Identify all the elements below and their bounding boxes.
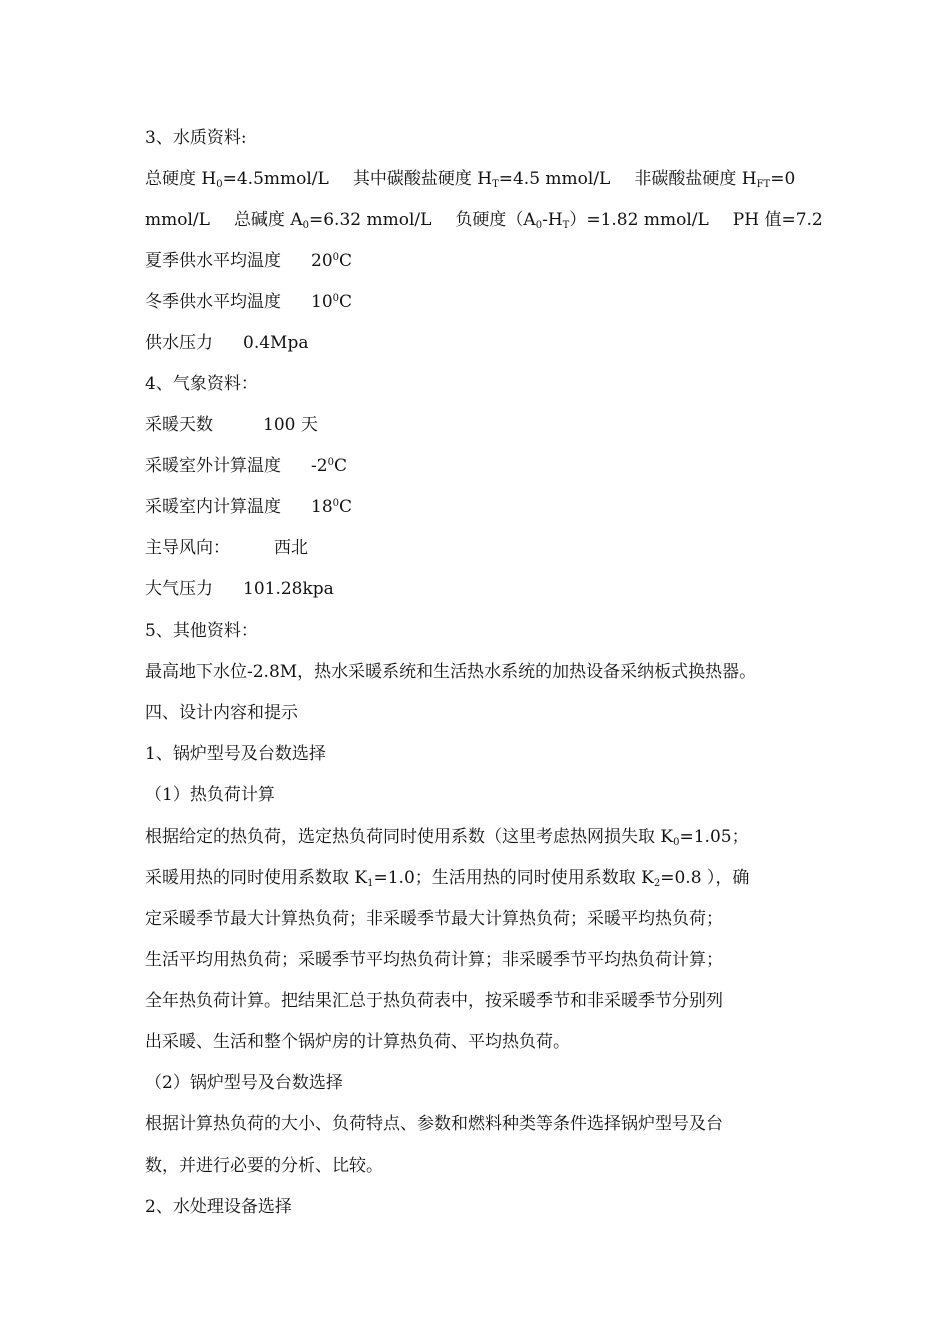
other-heading: 5、其他资料： xyxy=(145,621,258,641)
design-heading: 四、设计内容和提示 xyxy=(145,703,298,723)
prevailing-wind: 主导风向： 西北 xyxy=(145,538,308,558)
heat-load-paragraph-line-5: 全年热负荷计算。把结果汇总于热负荷表中，按采暖季节和非采暖季节分别列 xyxy=(145,991,723,1011)
section-water-treatment: 2、水处理设备选择 xyxy=(145,1197,292,1217)
heating-days: 采暖天数 100 天 xyxy=(145,415,318,435)
boiler-model-paragraph-line-2: 数，并进行必要的分析、比较。 xyxy=(145,1156,383,1176)
heat-load-paragraph-line-3: 定采暖季节最大计算热负荷；非采暖季节最大计算热负荷；采暖平均热负荷； xyxy=(145,909,723,929)
winter-water-temp: 冬季供水平均温度 $10^0C$ xyxy=(145,292,353,312)
other-text: 最高地下水位-2.8M，热水采暖系统和生活热水系统的加热设备采纳板式换热器。 xyxy=(145,662,757,682)
indoor-design-temp: 采暖室内计算温度 $18^0C$ xyxy=(145,497,353,517)
subsection-heat-load: （1）热负荷计算 xyxy=(145,785,275,805)
water-hardness-line: 总硬度 $H_0=4.5mmol/L$ 其中碳酸盐硬度 $H_T=4.5$ mmol/L 非碳酸盐硬度 $H_{FT}=0$ xyxy=(145,169,796,190)
heat-load-paragraph-line-2: 采暖用热的同时使用系数取 $K_1=1.0$；生活用热的同时使用系数取 $K_2=0.8$ ），确 xyxy=(145,868,750,889)
weather-heading: 4、气象资料： xyxy=(145,374,258,394)
outdoor-design-temp: 采暖室外计算温度 $-2^0C$ xyxy=(145,456,347,476)
heat-load-paragraph-line-4: 生活平均用热负荷；采暖季节平均热负荷计算；非采暖季节平均热负荷计算； xyxy=(145,950,723,970)
boiler-model-paragraph-line-1: 根据计算热负荷的大小、负荷特点、参数和燃料种类等条件选择锅炉型号及台 xyxy=(145,1114,723,1134)
summer-water-temp: 夏季供水平均温度 $20^0C$ xyxy=(145,251,353,271)
atmospheric-pressure: 大气压力 101.28kpa xyxy=(145,579,334,599)
subsection-boiler-model: （2）锅炉型号及台数选择 xyxy=(145,1073,343,1093)
water-pressure: 供水压力 0.4Mpa xyxy=(145,333,309,353)
water-heading: 3、水质资料: xyxy=(145,128,247,148)
section-boiler-selection: 1、锅炉型号及台数选择 xyxy=(145,744,326,764)
heat-load-paragraph-line-1: 根据给定的热负荷，选定热负荷同时使用系数（这里考虑热网损失取 $K_0=1.05$； xyxy=(145,827,749,848)
water-alkalinity-line: mmol/L 总碱度 $A_0=6.32$ mmol/L 负硬度$(A_0-H_T)=1.82$ mmol/L PH 值=7.2 xyxy=(145,210,823,231)
heat-load-paragraph-line-6: 出采暖、生活和整个锅炉房的计算热负荷、平均热负荷。 xyxy=(145,1032,570,1052)
